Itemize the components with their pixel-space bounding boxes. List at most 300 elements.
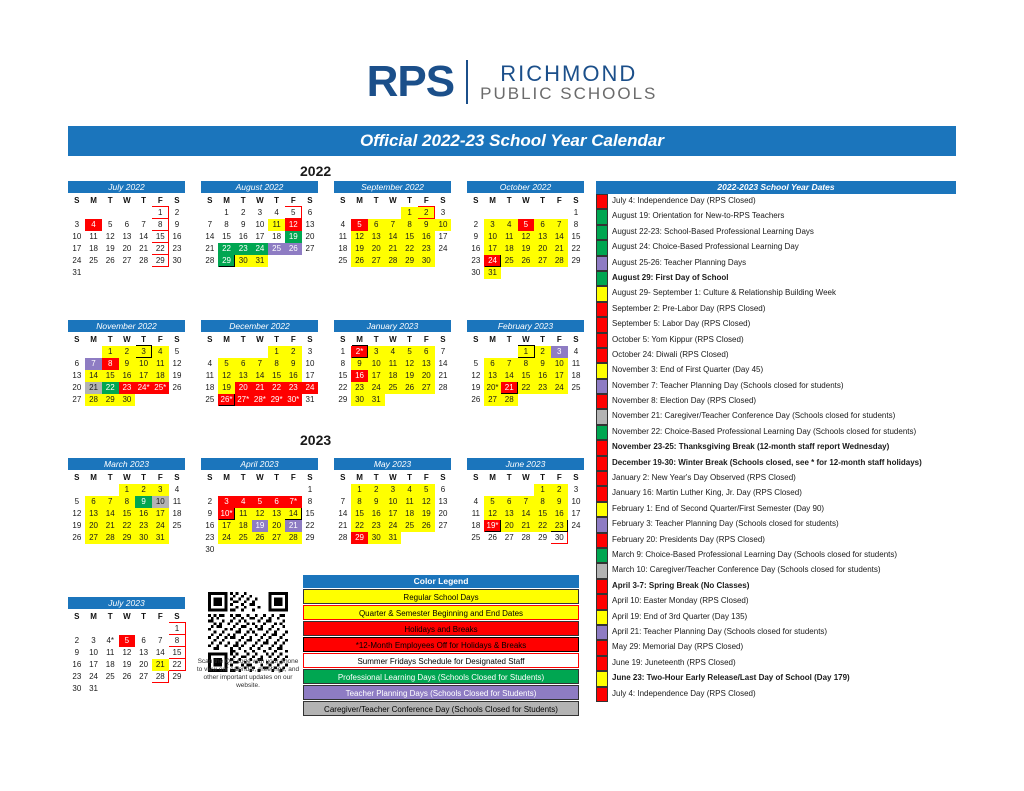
day-cell[interactable]: 30 bbox=[235, 255, 252, 267]
day-cell[interactable]: 30 bbox=[119, 394, 136, 406]
day-cell[interactable]: 9 bbox=[551, 496, 568, 508]
day-cell[interactable]: 14 bbox=[252, 370, 269, 382]
day-cell[interactable]: 9 bbox=[240, 220, 246, 229]
day-cell[interactable]: 1 bbox=[518, 346, 535, 358]
day-cell[interactable]: 27 bbox=[72, 395, 82, 404]
day-cell[interactable]: 1 bbox=[169, 623, 186, 635]
day-cell[interactable]: 31 bbox=[252, 255, 269, 267]
day-cell[interactable]: 9 bbox=[207, 509, 213, 518]
day-cell[interactable]: 7 bbox=[207, 220, 213, 229]
day-cell[interactable]: 21 bbox=[285, 520, 302, 532]
day-cell[interactable]: 11 bbox=[338, 232, 347, 241]
day-cell[interactable]: 22 bbox=[534, 520, 551, 532]
day-cell[interactable]: 2 bbox=[368, 484, 385, 496]
day-cell[interactable]: 25 bbox=[205, 395, 215, 404]
day-cell[interactable]: 1 bbox=[401, 207, 418, 219]
day-cell[interactable]: 6 bbox=[440, 485, 446, 494]
day-cell[interactable]: 4 bbox=[207, 359, 213, 368]
day-cell[interactable]: 1 bbox=[351, 484, 368, 496]
day-cell[interactable]: 26 bbox=[401, 382, 418, 394]
day-cell[interactable]: 30 bbox=[172, 256, 182, 265]
day-cell[interactable]: 23 bbox=[72, 672, 82, 681]
day-cell[interactable]: 18 bbox=[89, 244, 98, 253]
day-cell[interactable]: 28 bbox=[501, 394, 518, 406]
day-cell[interactable]: 16 bbox=[285, 370, 302, 382]
day-cell[interactable]: 26 bbox=[351, 255, 368, 267]
day-cell[interactable]: 23 bbox=[285, 382, 302, 394]
day-cell[interactable]: 23 bbox=[135, 520, 152, 532]
day-cell[interactable]: 14 bbox=[338, 509, 348, 518]
day-cell[interactable]: 12 bbox=[351, 231, 368, 243]
day-cell[interactable]: 8 bbox=[119, 496, 136, 508]
day-cell[interactable]: 24 bbox=[252, 243, 269, 255]
day-cell[interactable]: 22 bbox=[102, 382, 119, 394]
day-cell[interactable]: 22 bbox=[218, 243, 235, 255]
day-cell[interactable]: 28 bbox=[385, 255, 402, 267]
day-cell[interactable]: 26 bbox=[105, 256, 115, 265]
day-cell[interactable]: 30 bbox=[72, 684, 82, 693]
day-cell[interactable]: 16 bbox=[368, 508, 385, 520]
day-cell[interactable]: 5 bbox=[119, 635, 136, 647]
day-cell[interactable]: 2 bbox=[74, 636, 80, 645]
day-cell[interactable]: 9 bbox=[368, 496, 385, 508]
day-cell[interactable]: 27 bbox=[139, 672, 149, 681]
day-cell[interactable]: 17 bbox=[484, 243, 501, 255]
day-cell[interactable]: 1 bbox=[534, 484, 551, 496]
day-cell[interactable]: 20 bbox=[122, 244, 132, 253]
day-cell[interactable]: 3 bbox=[573, 485, 579, 494]
day-cell[interactable]: 9 bbox=[418, 219, 435, 231]
day-cell[interactable]: 20 bbox=[501, 520, 518, 532]
day-cell[interactable]: 1 bbox=[307, 485, 313, 494]
day-cell[interactable]: 8 bbox=[534, 496, 551, 508]
day-cell[interactable]: 13 bbox=[368, 231, 385, 243]
day-cell[interactable]: 17 bbox=[551, 370, 568, 382]
day-cell[interactable]: 19 bbox=[252, 520, 269, 532]
day-cell[interactable]: 10 bbox=[551, 358, 568, 370]
day-cell[interactable]: 20 bbox=[85, 520, 102, 532]
day-cell[interactable]: 15 bbox=[268, 370, 285, 382]
day-cell[interactable]: 4 bbox=[274, 208, 279, 217]
day-cell[interactable]: 21 bbox=[252, 382, 269, 394]
day-cell[interactable]: 18 bbox=[205, 383, 215, 392]
day-cell[interactable]: 3 bbox=[368, 346, 385, 358]
day-cell[interactable]: 19 bbox=[122, 660, 132, 669]
day-cell[interactable]: 23 bbox=[534, 382, 551, 394]
day-cell[interactable]: 31 bbox=[368, 394, 385, 406]
day-cell[interactable]: 29 bbox=[401, 255, 418, 267]
day-cell[interactable]: 22 bbox=[152, 243, 169, 255]
day-cell[interactable]: 17 bbox=[305, 371, 315, 380]
day-cell[interactable]: 7 bbox=[85, 358, 102, 370]
day-cell[interactable]: 16 bbox=[534, 370, 551, 382]
day-cell[interactable]: 21 bbox=[385, 243, 402, 255]
day-cell[interactable]: 15 bbox=[571, 232, 581, 241]
day-cell[interactable]: 10 bbox=[571, 497, 581, 506]
day-cell[interactable]: 23 bbox=[551, 520, 568, 532]
day-cell[interactable]: 18 bbox=[471, 521, 481, 530]
day-cell[interactable]: 7 bbox=[141, 220, 146, 229]
day-cell[interactable]: 26 bbox=[285, 243, 302, 255]
day-cell[interactable]: 2 bbox=[473, 220, 479, 229]
day-cell[interactable]: 26 bbox=[172, 383, 182, 392]
day-cell[interactable]: 26 bbox=[518, 255, 535, 267]
day-cell[interactable]: 18 bbox=[571, 371, 581, 380]
day-cell[interactable]: 29 bbox=[152, 255, 169, 267]
day-cell[interactable]: 20 bbox=[139, 660, 149, 669]
day-cell[interactable]: 30 bbox=[351, 394, 368, 406]
day-cell[interactable]: 25 bbox=[172, 521, 182, 530]
day-cell[interactable]: 28 bbox=[205, 256, 215, 265]
day-cell[interactable]: 30* bbox=[285, 394, 302, 406]
day-cell[interactable]: 28 bbox=[338, 533, 348, 542]
day-cell[interactable]: 23 bbox=[119, 382, 136, 394]
day-cell[interactable]: 9 bbox=[119, 358, 136, 370]
day-cell[interactable]: 7 bbox=[440, 347, 446, 356]
day-cell[interactable]: 21 bbox=[551, 243, 568, 255]
day-cell[interactable]: 12 bbox=[122, 648, 132, 657]
day-cell[interactable]: 8 bbox=[152, 219, 169, 231]
day-cell[interactable]: 16 bbox=[205, 521, 215, 530]
day-cell[interactable]: 22 bbox=[571, 244, 581, 253]
day-cell[interactable]: 1 bbox=[224, 208, 229, 217]
day-cell[interactable]: 25 bbox=[89, 256, 98, 265]
day-cell[interactable]: 17 bbox=[385, 508, 402, 520]
day-cell[interactable]: 16 bbox=[238, 232, 248, 241]
day-cell[interactable]: 8 bbox=[573, 220, 579, 229]
day-cell[interactable]: 12 bbox=[418, 496, 435, 508]
day-cell[interactable]: 30 bbox=[368, 532, 385, 544]
day-cell[interactable]: 1 bbox=[119, 484, 136, 496]
day-cell[interactable]: 9 bbox=[534, 358, 551, 370]
day-cell[interactable]: 18 bbox=[501, 243, 518, 255]
day-cell[interactable]: 24 bbox=[551, 382, 568, 394]
day-cell[interactable]: 12 bbox=[471, 371, 481, 380]
day-cell[interactable]: 12 bbox=[484, 508, 501, 520]
day-cell[interactable]: 19 bbox=[285, 231, 302, 243]
day-cell[interactable]: 14 bbox=[285, 508, 302, 520]
day-cell[interactable]: 3 bbox=[91, 636, 96, 645]
day-cell[interactable]: 8 bbox=[340, 359, 346, 368]
day-cell[interactable]: 6 bbox=[368, 219, 385, 231]
day-cell[interactable]: 25 bbox=[385, 382, 402, 394]
day-cell[interactable]: 15 bbox=[518, 370, 535, 382]
day-cell[interactable]: 16 bbox=[172, 232, 182, 241]
day-cell[interactable]: 15 bbox=[351, 508, 368, 520]
day-cell[interactable]: 3 bbox=[152, 484, 169, 496]
day-cell[interactable]: 17 bbox=[218, 520, 235, 532]
day-cell[interactable]: 21 bbox=[85, 382, 102, 394]
day-cell[interactable]: 24 bbox=[89, 672, 98, 681]
day-cell[interactable]: 3 bbox=[74, 220, 80, 229]
day-cell[interactable]: 9 bbox=[473, 232, 479, 241]
day-cell[interactable]: 22 bbox=[401, 243, 418, 255]
day-cell[interactable]: 20 bbox=[268, 520, 285, 532]
day-cell[interactable]: 18 bbox=[152, 370, 169, 382]
day-cell[interactable]: 24 bbox=[484, 255, 501, 267]
day-cell[interactable]: 14 bbox=[102, 508, 119, 520]
day-cell[interactable]: 28 bbox=[285, 532, 302, 544]
day-cell[interactable]: 4 bbox=[340, 220, 346, 229]
day-cell[interactable]: 15 bbox=[102, 370, 119, 382]
day-cell[interactable]: 9 bbox=[174, 220, 180, 229]
day-cell[interactable]: 31 bbox=[385, 532, 402, 544]
day-cell[interactable]: 15 bbox=[401, 231, 418, 243]
day-cell[interactable]: 6 bbox=[85, 496, 102, 508]
day-cell[interactable]: 31 bbox=[305, 395, 315, 404]
day-cell[interactable]: 6 bbox=[74, 359, 80, 368]
day-cell[interactable]: 13 bbox=[268, 508, 285, 520]
day-cell[interactable]: 24 bbox=[385, 520, 402, 532]
day-cell[interactable]: 17 bbox=[89, 660, 98, 669]
day-cell[interactable]: 1 bbox=[268, 346, 285, 358]
day-cell[interactable]: 27 bbox=[122, 256, 132, 265]
day-cell[interactable]: 8 bbox=[268, 358, 285, 370]
day-cell[interactable]: 5 bbox=[518, 219, 535, 231]
day-cell[interactable]: 17 bbox=[368, 370, 385, 382]
day-cell[interactable]: 25 bbox=[338, 256, 348, 265]
day-cell[interactable]: 6 bbox=[484, 358, 501, 370]
day-cell[interactable]: 15 bbox=[222, 232, 231, 241]
day-cell[interactable]: 11 bbox=[501, 231, 518, 243]
day-cell[interactable]: 16 bbox=[471, 244, 481, 253]
day-cell[interactable]: 11 bbox=[205, 371, 214, 380]
day-cell[interactable]: 10 bbox=[72, 232, 82, 241]
day-cell[interactable]: 20 bbox=[418, 370, 435, 382]
day-cell[interactable]: 3 bbox=[135, 346, 152, 358]
day-cell[interactable]: 7 bbox=[501, 358, 518, 370]
day-cell[interactable]: 6 bbox=[534, 219, 551, 231]
day-cell[interactable]: 26 bbox=[252, 532, 269, 544]
day-cell[interactable]: 25 bbox=[268, 243, 285, 255]
day-cell[interactable]: 6 bbox=[307, 208, 313, 217]
day-cell[interactable]: 21 bbox=[152, 659, 169, 671]
day-cell[interactable]: 14 bbox=[501, 370, 518, 382]
day-cell[interactable]: 12 bbox=[252, 508, 269, 520]
day-cell[interactable]: 22 bbox=[518, 382, 535, 394]
day-cell[interactable]: 29* bbox=[268, 394, 285, 406]
day-cell[interactable]: 27 bbox=[85, 532, 102, 544]
day-cell[interactable]: 12 bbox=[401, 358, 418, 370]
day-cell[interactable]: 19 bbox=[518, 243, 535, 255]
day-cell[interactable]: 2* bbox=[351, 346, 368, 358]
day-cell[interactable]: 11 bbox=[106, 648, 115, 657]
day-cell[interactable]: 27 bbox=[438, 521, 448, 530]
day-cell[interactable]: 8 bbox=[169, 635, 186, 647]
day-cell[interactable]: 4 bbox=[152, 346, 169, 358]
day-cell[interactable]: 13 bbox=[139, 648, 149, 657]
day-cell[interactable]: 12 bbox=[72, 509, 82, 518]
day-cell[interactable]: 11 bbox=[89, 232, 98, 241]
day-cell[interactable]: 11 bbox=[152, 358, 169, 370]
day-cell[interactable]: 23 bbox=[205, 533, 215, 542]
day-cell[interactable]: 2 bbox=[418, 207, 435, 219]
day-cell[interactable]: 4 bbox=[235, 496, 252, 508]
day-cell[interactable]: 8 bbox=[102, 358, 119, 370]
day-cell[interactable]: 27 bbox=[484, 394, 501, 406]
day-cell[interactable]: 4 bbox=[501, 219, 518, 231]
day-cell[interactable]: 9 bbox=[285, 358, 302, 370]
day-cell[interactable]: 21 bbox=[338, 521, 348, 530]
day-cell[interactable]: 17 bbox=[72, 244, 82, 253]
day-cell[interactable]: 10 bbox=[435, 219, 452, 231]
day-cell[interactable]: 26 bbox=[471, 395, 481, 404]
day-cell[interactable]: 23 bbox=[235, 243, 252, 255]
day-cell[interactable]: 15 bbox=[152, 231, 169, 243]
day-cell[interactable]: 20 bbox=[72, 383, 82, 392]
day-cell[interactable]: 18 bbox=[338, 244, 348, 253]
day-cell[interactable]: 26* bbox=[218, 394, 235, 406]
day-cell[interactable]: 17 bbox=[135, 370, 152, 382]
day-cell[interactable]: 5 bbox=[484, 496, 501, 508]
day-cell[interactable]: 29 bbox=[172, 672, 182, 681]
day-cell[interactable]: 15 bbox=[169, 647, 186, 659]
day-cell[interactable]: 28 bbox=[102, 532, 119, 544]
day-cell[interactable]: 21 bbox=[205, 244, 215, 253]
day-cell[interactable]: 31 bbox=[89, 684, 98, 693]
day-cell[interactable]: 22 bbox=[351, 520, 368, 532]
day-cell[interactable]: 16 bbox=[135, 508, 152, 520]
day-cell[interactable]: 13 bbox=[305, 220, 315, 229]
day-cell[interactable]: 14 bbox=[85, 370, 102, 382]
day-cell[interactable]: 16 bbox=[72, 660, 82, 669]
day-cell[interactable]: 7 bbox=[518, 496, 535, 508]
day-cell[interactable]: 24 bbox=[218, 532, 235, 544]
day-cell[interactable]: 15 bbox=[119, 508, 136, 520]
day-cell[interactable]: 20 bbox=[368, 243, 385, 255]
day-cell[interactable]: 14 bbox=[551, 231, 568, 243]
day-cell[interactable]: 16 bbox=[418, 231, 435, 243]
day-cell[interactable]: 7 bbox=[551, 219, 568, 231]
day-cell[interactable]: 6 bbox=[141, 636, 146, 645]
day-cell[interactable]: 18 bbox=[401, 508, 418, 520]
day-cell[interactable]: 21 bbox=[518, 520, 535, 532]
day-cell[interactable]: 10 bbox=[152, 496, 169, 508]
day-cell[interactable]: 24 bbox=[152, 520, 169, 532]
day-cell[interactable]: 23 bbox=[172, 244, 182, 253]
day-cell[interactable]: 30 bbox=[471, 268, 481, 277]
day-cell[interactable]: 30 bbox=[551, 532, 568, 544]
day-cell[interactable]: 8 bbox=[351, 496, 368, 508]
day-cell[interactable]: 3 bbox=[385, 484, 402, 496]
day-cell[interactable]: 22 bbox=[119, 520, 136, 532]
day-cell[interactable]: 28 bbox=[85, 394, 102, 406]
day-cell[interactable]: 26 bbox=[418, 520, 435, 532]
day-cell[interactable]: 23 bbox=[418, 243, 435, 255]
day-cell[interactable]: 21 bbox=[139, 244, 149, 253]
day-cell[interactable]: 4 bbox=[385, 346, 402, 358]
day-cell[interactable]: 15 bbox=[338, 371, 348, 380]
day-cell[interactable]: 29 bbox=[305, 533, 315, 542]
day-cell[interactable]: 2 bbox=[551, 484, 568, 496]
day-cell[interactable]: 23 bbox=[351, 382, 368, 394]
day-cell[interactable]: 12 bbox=[518, 231, 535, 243]
day-cell[interactable]: 4 bbox=[85, 219, 102, 231]
day-cell[interactable]: 3 bbox=[551, 346, 568, 358]
day-cell[interactable]: 7 bbox=[158, 636, 163, 645]
day-cell[interactable]: 13 bbox=[501, 508, 518, 520]
day-cell[interactable]: 1 bbox=[152, 207, 169, 219]
day-cell[interactable]: 19 bbox=[351, 243, 368, 255]
day-cell[interactable]: 3 bbox=[218, 496, 235, 508]
day-cell[interactable]: 14 bbox=[385, 231, 402, 243]
day-cell[interactable]: 13 bbox=[534, 231, 551, 243]
day-cell[interactable]: 25 bbox=[471, 533, 481, 542]
day-cell[interactable]: 13 bbox=[418, 358, 435, 370]
day-cell[interactable]: 24 bbox=[571, 521, 581, 530]
day-cell[interactable]: 26 bbox=[72, 533, 82, 542]
day-cell[interactable]: 28 bbox=[521, 533, 531, 542]
day-cell[interactable]: 12 bbox=[285, 219, 302, 231]
day-cell[interactable]: 3 bbox=[257, 208, 263, 217]
day-cell[interactable]: 4 bbox=[174, 485, 180, 494]
day-cell[interactable]: 14 bbox=[518, 508, 535, 520]
day-cell[interactable]: 2 bbox=[534, 346, 551, 358]
day-cell[interactable]: 4 bbox=[473, 497, 479, 506]
day-cell[interactable]: 27 bbox=[534, 255, 551, 267]
day-cell[interactable]: 16 bbox=[119, 370, 136, 382]
day-cell[interactable]: 7 bbox=[340, 497, 346, 506]
day-cell[interactable]: 28 bbox=[139, 256, 149, 265]
day-cell[interactable]: 5 bbox=[285, 207, 302, 219]
day-cell[interactable]: 9 bbox=[135, 496, 152, 508]
day-cell[interactable]: 16 bbox=[351, 370, 368, 382]
day-cell[interactable]: 20 bbox=[235, 382, 252, 394]
day-cell[interactable]: 8 bbox=[224, 220, 229, 229]
day-cell[interactable]: 18 bbox=[105, 660, 115, 669]
day-cell[interactable]: 8 bbox=[518, 358, 535, 370]
day-cell[interactable]: 31 bbox=[484, 267, 501, 279]
day-cell[interactable]: 10 bbox=[255, 220, 265, 229]
day-cell[interactable]: 9 bbox=[351, 358, 368, 370]
day-cell[interactable]: 11 bbox=[172, 497, 182, 506]
day-cell[interactable]: 28 bbox=[551, 255, 568, 267]
day-cell[interactable]: 24 bbox=[368, 382, 385, 394]
day-cell[interactable]: 29 bbox=[119, 532, 136, 544]
day-cell[interactable]: 15 bbox=[534, 508, 551, 520]
day-cell[interactable]: 20 bbox=[305, 232, 315, 241]
day-cell[interactable]: 18 bbox=[385, 370, 402, 382]
day-cell[interactable]: 19 bbox=[471, 383, 481, 392]
day-cell[interactable]: 30 bbox=[205, 545, 215, 554]
day-cell[interactable]: 18 bbox=[172, 509, 182, 518]
day-cell[interactable]: 5 bbox=[418, 484, 435, 496]
day-cell[interactable]: 5 bbox=[107, 220, 113, 229]
day-cell[interactable]: 7* bbox=[285, 496, 302, 508]
day-cell[interactable]: 7 bbox=[252, 358, 269, 370]
day-cell[interactable]: 1 bbox=[102, 346, 119, 358]
day-cell[interactable]: 10 bbox=[305, 359, 315, 368]
day-cell[interactable]: 11 bbox=[571, 359, 581, 368]
day-cell[interactable]: 2 bbox=[240, 208, 246, 217]
day-cell[interactable]: 28 bbox=[438, 383, 448, 392]
day-cell[interactable]: 19 bbox=[401, 370, 418, 382]
day-cell[interactable]: 6 bbox=[235, 358, 252, 370]
day-cell[interactable]: 19* bbox=[484, 520, 501, 532]
day-cell[interactable]: 27 bbox=[268, 532, 285, 544]
day-cell[interactable]: 31 bbox=[72, 268, 82, 277]
day-cell[interactable]: 29 bbox=[538, 533, 548, 542]
day-cell[interactable]: 19 bbox=[172, 371, 182, 380]
day-cell[interactable]: 8 bbox=[401, 219, 418, 231]
day-cell[interactable]: 10* bbox=[218, 508, 235, 520]
day-cell[interactable]: 24 bbox=[438, 244, 448, 253]
day-cell[interactable]: 30 bbox=[135, 532, 152, 544]
day-cell[interactable]: 25 bbox=[105, 672, 115, 681]
day-cell[interactable]: 11 bbox=[471, 509, 480, 518]
day-cell[interactable]: 30 bbox=[418, 255, 435, 267]
day-cell[interactable]: 10 bbox=[484, 231, 501, 243]
